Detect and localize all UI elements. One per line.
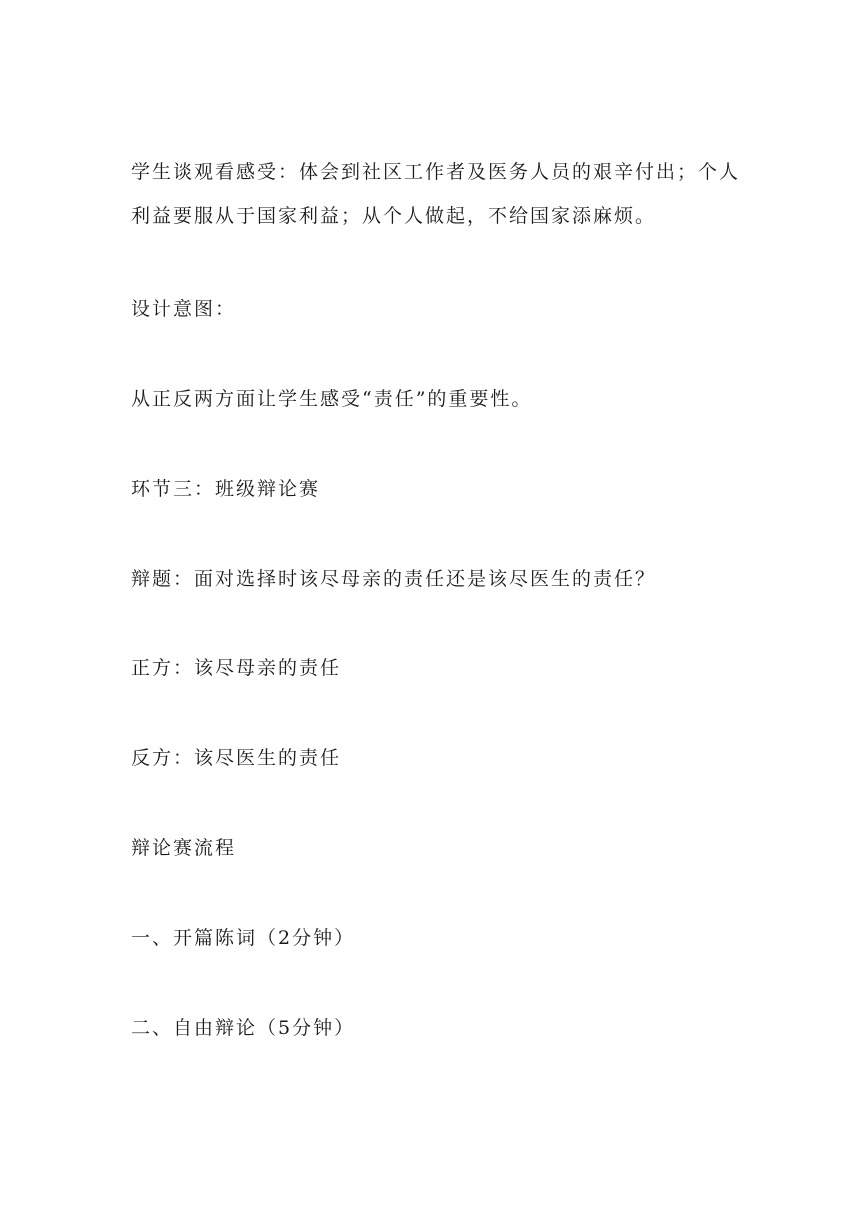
paragraph-debate-process-heading: 辩论赛流程 bbox=[131, 837, 237, 859]
paragraph-design-intent: 从正反两方面让学生感受“责任”的重要性。 bbox=[131, 388, 533, 410]
paragraph-debate-topic: 辩题：面对选择时该尽母亲的责任还是该尽医生的责任？ bbox=[131, 568, 657, 590]
paragraph-section-three-heading: 环节三：班级辩论赛 bbox=[131, 478, 321, 500]
paragraph-free-debate: 二、自由辩论（5分钟） bbox=[131, 1017, 356, 1039]
paragraph-opening-statements: 一、开篇陈词（2分钟） bbox=[131, 927, 356, 949]
paragraph-affirmative-side: 正方：该尽母亲的责任 bbox=[131, 657, 342, 679]
paragraph-student-feedback: 学生谈观看感受：体会到社区工作者及医务人员的艰辛付出；个人利益要服从于国家利益；从个人做起，不给国家添麻烦。 bbox=[131, 161, 741, 227]
paragraph-design-intent-heading: 设计意图： bbox=[131, 298, 237, 320]
paragraph-negative-side: 反方：该尽医生的责任 bbox=[131, 747, 342, 769]
